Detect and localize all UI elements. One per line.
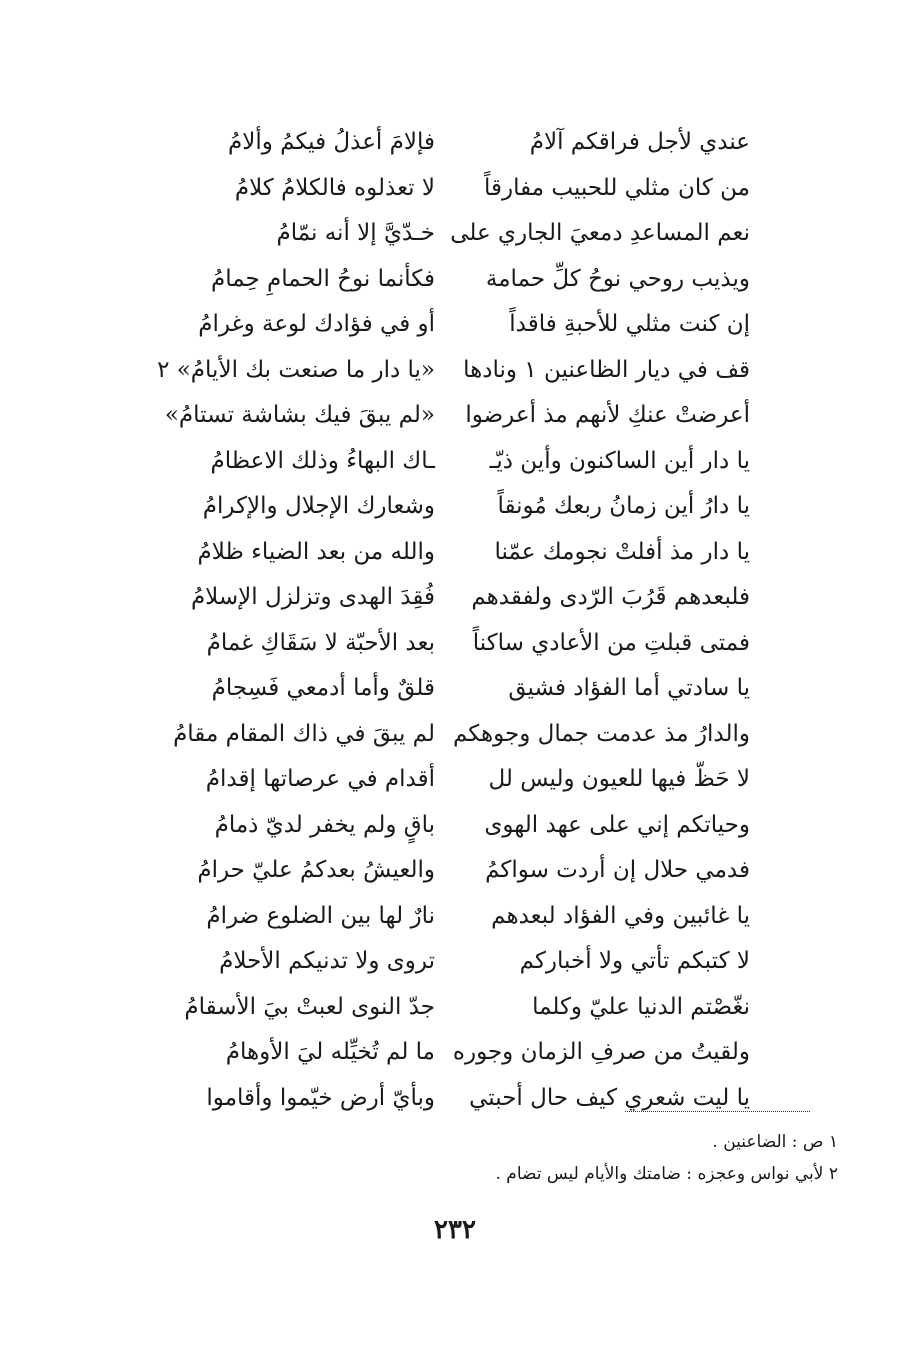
verse-second-hemistich: أقدام في عرصاتها إقدامُ: [205, 766, 435, 793]
verse-second-hemistich: تروى ولا تدنيكم الأحلامُ: [219, 948, 435, 975]
verse-first-hemistich: فلبعدهم قَرُبَ الرّدى ولفقدهم: [471, 584, 750, 611]
verse-second-hemistich: «لم يبقَ فيك بشاشة تستامُ»: [164, 402, 435, 429]
verse-second-hemistich: ـاك البهاءُ وذلك الاعظامُ: [210, 447, 435, 474]
verse-first-hemistich: يا دار مذ أفلتْ نجومك عمّنا: [494, 538, 750, 565]
verse-first-hemistich: فمتى قبلتِ من الأعادي ساكناً: [472, 629, 750, 656]
verse-second-hemistich: وبأيّ أرض خيّموا وأقاموا: [206, 1084, 435, 1111]
verse-first-hemistich: يا دارُ أين زمانُ ربعك مُونقاً: [497, 493, 750, 520]
verse-second-hemistich: لا تعذلوه فالكلامُ كلامُ: [234, 174, 435, 201]
verse-second-hemistich: وشعارك الإجلال والإكرامُ: [202, 493, 435, 520]
verse-first-hemistich: إن كنت مثلي للأحبةِ فاقداً: [509, 311, 750, 338]
verse-second-hemistich: فكأنما نوحُ الحمامِ حِمامُ: [210, 265, 435, 292]
verse-second-hemistich: قلقٌ وأما أدمعي فَسِجامُ: [211, 675, 435, 702]
verse: [150, 666, 750, 712]
page-number: ٢٣٢: [434, 1215, 476, 1245]
verse-second-hemistich: بعد الأحبّة لا سَقَاكِ غمامُ: [206, 629, 435, 656]
verse: [150, 894, 750, 940]
verse-second-hemistich: فإلامَ أعذلُ فيكمُ وألامُ: [228, 129, 435, 156]
verse-second-hemistich: نارٌ لها بين الضلوع ضرامُ: [206, 902, 435, 929]
verse-first-hemistich: ويذيب روحي نوحُ كلِّ حمامة: [485, 265, 750, 292]
verse-first-hemistich: نعم المساعدِ دمعيَ الجاري على: [450, 220, 750, 247]
verse-first-hemistich: يا سادتي أما الفؤاد فشيق: [508, 675, 750, 702]
verse: [150, 621, 750, 667]
verse: [150, 757, 750, 803]
verse: [150, 848, 750, 894]
verse: [150, 1030, 750, 1076]
verse: [150, 484, 750, 530]
verse: [150, 302, 750, 348]
verse: [150, 439, 750, 485]
poem: [150, 120, 750, 1121]
verse-first-hemistich: يا دار أين الساكنون وأين ذيّـ: [489, 447, 750, 474]
verse: [150, 211, 750, 257]
verse: [150, 712, 750, 758]
verse-first-hemistich: ولقيتُ من صرفِ الزمان وجوره: [452, 1039, 750, 1066]
verse-second-hemistich: أو في فؤادك لوعة وغرامُ: [198, 311, 435, 338]
verse-first-hemistich: لا حَظّ فيها للعيون وليس لل: [488, 766, 750, 793]
verse-second-hemistich: باقٍ ولم يخفر لديّ ذمامُ: [214, 811, 435, 838]
verse: [150, 120, 750, 166]
verse-second-hemistich: «يا دار ما صنعت بك الأيامُ» ٢: [157, 356, 435, 383]
verse-first-hemistich: لا كتبكم تأتي ولا أخباركم: [519, 948, 750, 975]
verse-second-hemistich: والله من بعد الضياء ظلامُ: [197, 538, 435, 565]
footnotes: [138, 1126, 838, 1190]
verse: [150, 575, 750, 621]
verse: [150, 166, 750, 212]
verse-second-hemistich: فُقِدَ الهدى وتزلزل الإسلامُ: [190, 584, 435, 611]
verse: [150, 348, 750, 394]
verse-first-hemistich: نغّصْتم الدنيا عليّ وكلما: [532, 993, 750, 1020]
verse-second-hemistich: ما لم تُخيِّله ليَ الأوهامُ: [225, 1039, 435, 1066]
verse-first-hemistich: فدمي حلال إن أردت سواكمُ: [485, 857, 750, 884]
verse-second-hemistich: خـدّيَّ إلا أنه نمّامُ: [276, 220, 435, 247]
verse-first-hemistich: أعرضتْ عنكِ لأنهم مذ أعرضوا: [465, 402, 750, 429]
footnote-1: ١ ص : الضاعنين .: [712, 1132, 838, 1152]
verse-first-hemistich: عندي لأجل فراقكم آلامُ: [529, 129, 750, 156]
verse-first-hemistich: يا غائبين وفي الفؤاد لبعدهم: [491, 902, 750, 929]
verse-second-hemistich: والعيشُ بعدكمُ عليّ حرامُ: [197, 857, 435, 884]
verse-first-hemistich: وحياتكم إني على عهد الهوى: [484, 811, 750, 838]
verse: [150, 530, 750, 576]
footnote-2: ٢ لأبي نواس وعجزه : ضامتك والأيام ليس تضام .: [495, 1164, 838, 1184]
verse-first-hemistich: من كان مثلي للحبيب مفارقاً: [484, 174, 750, 201]
verse: [150, 393, 750, 439]
verse-second-hemistich: لم يبقَ في ذاك المقام مقامُ: [173, 720, 435, 747]
verse: [150, 985, 750, 1031]
verse-first-hemistich: يا ليت شعري كيف حال أحبتي: [469, 1084, 750, 1111]
verse-first-hemistich: والدارُ مذ عدمت جمال وجوهكم: [453, 720, 750, 747]
verse: [150, 939, 750, 985]
verse: [150, 803, 750, 849]
verse-first-hemistich: قف في ديار الظاعنين ١ ونادها: [463, 356, 750, 383]
verse-second-hemistich: جدّ النوى لعبتْ بيَ الأسقامُ: [184, 993, 435, 1020]
verse: [150, 257, 750, 303]
verse: [150, 1076, 750, 1122]
footnote-divider: [625, 1111, 810, 1112]
